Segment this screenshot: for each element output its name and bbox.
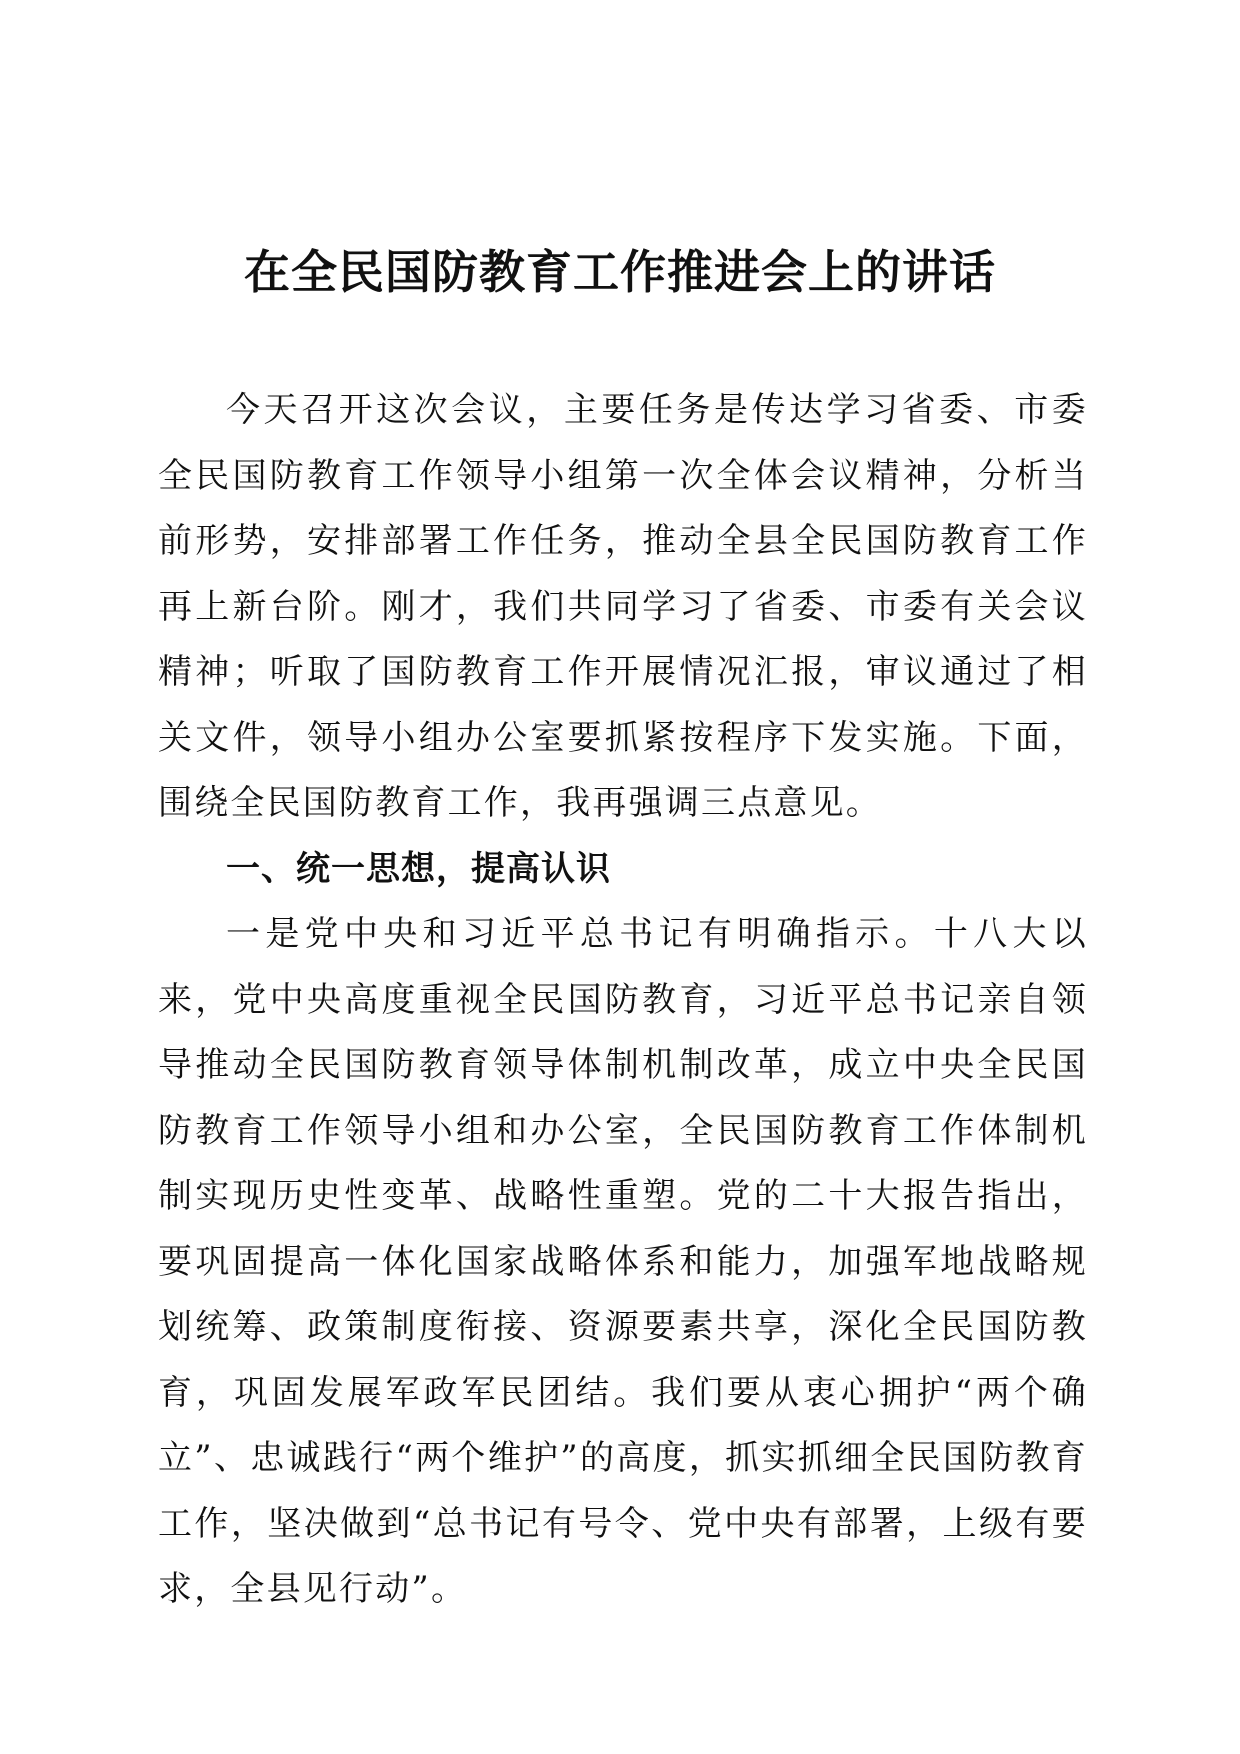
document-body <box>158 378 1088 1623</box>
intro-paragraph: 今天召开这次会议，主要任务是传达学习省委、市委全民国防教育工作领导小组第一次全体会议精神，分析当前形势，安排部署工作任务，推动全县全民国防教育工作再上新台阶。刚才，我们共同学习了省委、市委有关会议精神；听取了国防教育工作开展情况汇报，审议通过了相关文件，领导小组办公室要抓紧按程序下发实施。下面，围绕全民国防教育工作，我再强调三点意见。 <box>158 390 1088 823</box>
document-title: 在全民国防教育工作推进会上的讲话 <box>244 245 996 299</box>
section-1-paragraph: 一是党中央和习近平总书记有明确指示。十八大以来，党中央高度重视全民国防教育，习近平总书记亲自领导推动全民国防教育领导体制机制改革，成立中央全民国防教育工作领导小组和办公室，全民国防教育工作体制机制实现历史性变革、战略性重塑。党的二十大报告指出，要巩固提高一体化国家战略体系和能力，加强军地战略规划统筹、政策制度衔接、资源要素共享，深化全民国防教育，巩固发展军政军民团结。我们要从衷心拥护“两个确立”、忠诚践行“两个维护”的高度，抓实抓细全民国防教育工作，坚决做到“总书记有号令、党中央有部署，上级有要求，全县见行动”。 <box>158 914 1088 1609</box>
section-heading-1: 一、统一思想，提高认识 <box>226 848 611 889</box>
